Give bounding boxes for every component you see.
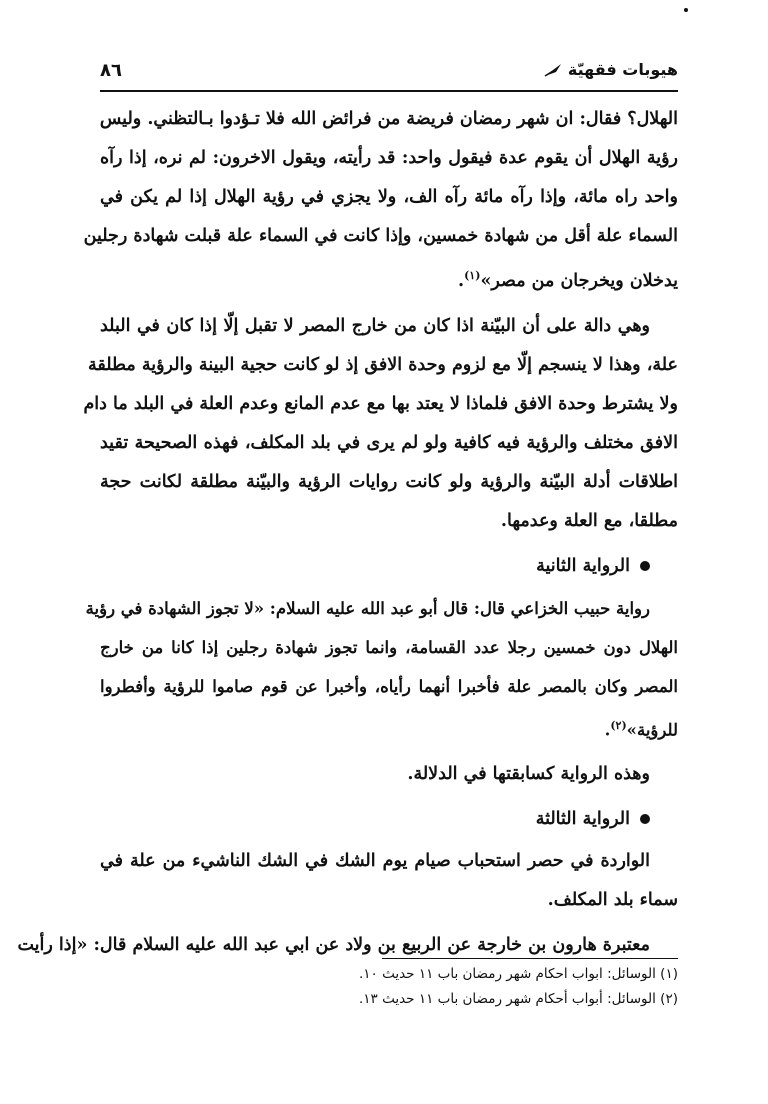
section-heading-text: الرواية الثانية [536, 555, 630, 576]
footnote-rule [382, 958, 678, 959]
paragraph-1 [83, 100, 678, 301]
text-line: يدخلان ويخرجان من مصر»$^{(١)}$. [457, 269, 678, 291]
text-line: سماء بلد المكلف. [547, 890, 678, 911]
footnotes [100, 962, 678, 1012]
text-line: رؤية الهلال أن يقوم عدة فيقول واحد: قد رأيته، ويقول الاخرون: لم نره، إذا رآه [100, 148, 678, 168]
running-title [544, 60, 678, 79]
text-line: وهذه الرواية كسابقتها في الدلالة. [407, 764, 650, 785]
running-title-text: هيوبات فقهيّة [567, 60, 678, 79]
text-line: رواية حبيب الخزاعي قال: قال أبو عبد الله عليه السلام: «لا تجوز الشهادة في رؤية [85, 598, 650, 618]
text-line: مطلقا، مع العلة وعدمها. [500, 510, 678, 531]
footnote-ref-1[interactable]: (١) [464, 269, 481, 282]
text-line: الهلال؟ فقال: ان شهر رمضان فريضة من فرائض الله فلا تـؤدوا بـالتظني. وليس [99, 109, 678, 129]
text-line: المصر وكان بالمصر علة فأخبرا أنهما رأياه، وأخبرا عن قوم صاموا للرؤية وأفطروا [100, 676, 678, 696]
section-heading-2 [100, 547, 678, 585]
text-line: ولا يشترط وحدة الافق فلماذا لا يعتد بها مع عدم المانع وعدم العلة في البلد ما دام [83, 393, 678, 414]
footnote-ref-2[interactable]: (٢) [610, 718, 627, 732]
main-text [17, 100, 678, 971]
page-number: ٨٦ [100, 60, 122, 81]
quill-icon [544, 63, 562, 77]
paragraph-5 [100, 842, 678, 920]
paragraph-4 [100, 755, 678, 794]
footnote-2: (٢) الوسائل: أبواب أحكام شهر رمضان باب ١١ حديث ١٣. [358, 991, 678, 1007]
text-line-content: يدخلان ويخرجان من مصر» [480, 270, 678, 291]
bullet-icon [640, 814, 650, 824]
header-rule [100, 90, 678, 92]
text-line: السماء علة أقل من شهادة خمسين، وإذا كانت في السماء علة قبلت شهادة رجلين [83, 226, 678, 246]
text-line: الواردة في حصر استحباب صيام يوم الشك في الشك الناشيء من علة في [100, 851, 650, 872]
text-line: معتبرة هارون بن خارجة عن الربيع بن ولاد عن ابي عبد الله عليه السلام قال: «إذا رأيت [17, 935, 650, 956]
paragraph-3 [85, 589, 678, 750]
text-line: للرؤية»$^{(٢)}$. [604, 718, 678, 740]
text-line: الافق مختلف والرؤية فيه كافية ولو لم يرى في بلد المكلف، فهذه الصحيحة تقيد [100, 432, 678, 453]
page-header [100, 60, 678, 88]
paragraph-6 [17, 926, 678, 965]
text-line: واحد راه مائة، وإذا رآه مائة رآه الف، ولا يجزي في رؤية الهلال إذا لم يكن في [100, 187, 678, 207]
text-line: علة، وهذا لا ينسجم إلّا مع لزوم وحدة الافق إذ لو كانت حجية البينة والرؤية مطلقة [87, 354, 678, 375]
text-line: اطلاقات أدلة البيّنة والرؤية ولو كانت روايات الرؤية والبيّنة مطلقة لكانت حجة [100, 471, 678, 492]
footnote-1: (١) الوسائل: ابواب احكام شهر رمضان باب ١١ حديث ١٠. [358, 966, 678, 982]
section-heading-3 [100, 800, 678, 838]
text-line: وهي دالة على أن البيّنة اذا كان من خارج المصر لا تقبل إلّا إذا كان في البلد [100, 315, 650, 336]
paragraph-2 [83, 307, 678, 541]
text-line-content: للرؤية» [626, 720, 678, 740]
bullet-icon [640, 561, 650, 571]
text-line: الهلال دون خمسين رجلا عدد القسامة، وانما تجوز شهادة رجلين إذا كانا من خارج [100, 637, 678, 657]
scan-speck [684, 8, 688, 12]
section-heading-text: الرواية الثالثة [535, 809, 630, 830]
